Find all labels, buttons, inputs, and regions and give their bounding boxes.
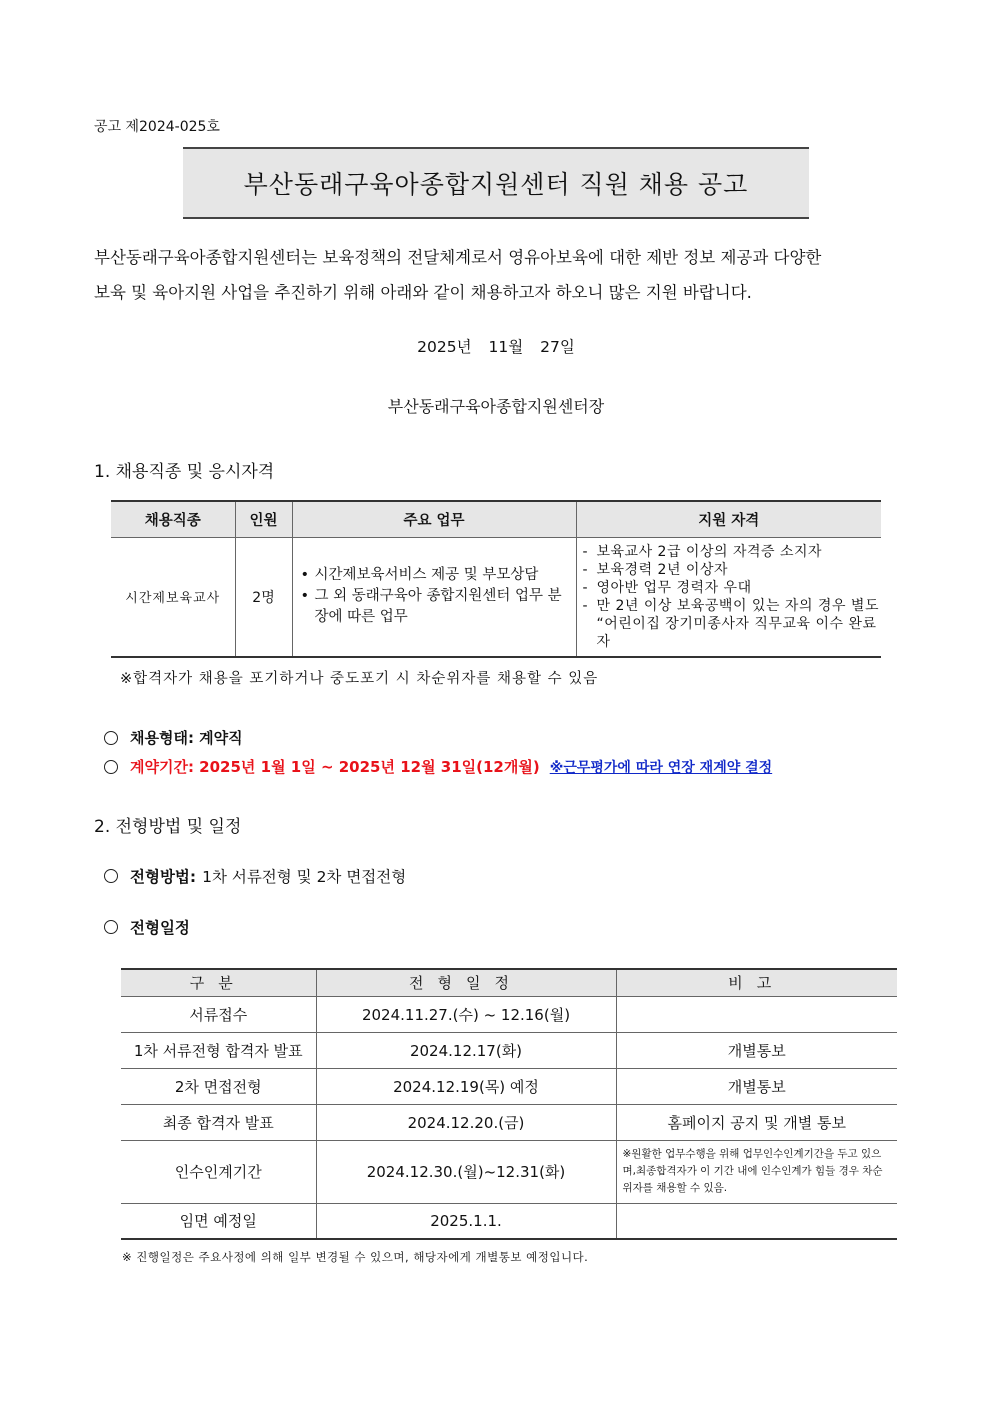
- page-title: 부산동래구육아종합지원센터 직원 채용 공고: [243, 170, 749, 199]
- schedule-table: [121, 968, 897, 1240]
- job-qualification-table: [111, 500, 881, 658]
- table-header-row: [111, 501, 881, 537]
- header-qualifications: 지원 자격: [576, 501, 881, 537]
- section-1-note: ※합격자가 채용을 포기하거나 중도포기 시 차순위자를 채용할 수 있음: [120, 671, 599, 687]
- header-remark: 비고: [616, 969, 897, 996]
- bullet-icon: •: [300, 567, 310, 584]
- contract-renewal-note: ※근무평가에 따라 연장 재계약 결정: [549, 759, 773, 776]
- table-header-row: [121, 969, 897, 996]
- circle-bullet-icon: [104, 731, 118, 745]
- job-cell: 시간제보육교사: [111, 537, 235, 657]
- notice-date: 2025년 11월 27일: [417, 338, 575, 356]
- intro-line-1: 부산동래구육아종합지원센터는 보육정책의 전달체계로서 영유아보육에 대한 제반 정보 제공과 다양한: [94, 248, 822, 267]
- header-category: 구분: [121, 969, 316, 996]
- schedule-note: ※ 진행일정은 주요사정에 의해 일부 변경될 수 있으며, 해당자에게 개별통보 예정입니다.: [122, 1250, 589, 1264]
- intro-paragraph: [94, 240, 900, 310]
- intro-line-2: 보육 및 육아지원 사업을 추진하기 위해 아래와 같이 채용하고자 하오니 많은 지원 바랍니다.: [94, 283, 752, 302]
- header-date: 전형일정: [316, 969, 616, 996]
- employment-type: 채용형태: 계약직: [104, 727, 243, 748]
- notice-number: 공고 제2024-025호: [94, 119, 220, 135]
- circle-bullet-icon: [104, 869, 118, 883]
- selection-method: 전형방법: 1차 서류전형 및 2차 면접전형: [104, 865, 406, 887]
- table-row: 서류접수 2024.11.27.(수) ~ 12.16(월): [121, 996, 897, 1032]
- duty-item: • 시간제보육서비스 제공 및 부모상담: [301, 565, 576, 586]
- circle-bullet-icon: [104, 920, 118, 934]
- table-row: 2차 면접전형 2024.12.19(목) 예정 개별통보: [121, 1068, 897, 1104]
- qualification-item: - 영아반 업무 경력자 우대: [582, 579, 752, 596]
- contract-period-text: 계약기간: 2025년 1월 1일 ~ 2025년 12월 31일(12개월): [130, 758, 540, 776]
- header-duties: 주요 업무: [292, 501, 576, 537]
- qualification-item: - 보육교사 2급 이상의 자격증 소지자: [582, 543, 823, 560]
- section-1-title: 1. 채용직종 및 응시자격: [94, 462, 275, 482]
- duty-item: • 그 외 동래구육아 종합지원센터 업무 분장에 따른 업무: [301, 586, 576, 628]
- title-banner: [183, 147, 809, 219]
- header-job: 채용직종: [111, 501, 235, 537]
- table-row: 임면 예정일 2025.1.1.: [121, 1203, 897, 1239]
- table-row: 최종 합격자 발표 2024.12.20.(금) 홈페이지 공지 및 개별 통보: [121, 1104, 897, 1140]
- contract-period: [104, 756, 772, 777]
- schedule-heading: 전형일정: [104, 916, 190, 938]
- qualification-item: - 보육경력 2년 이상자: [582, 561, 728, 578]
- duties-cell: [292, 537, 576, 657]
- qualification-item: - 만 2년 이상 보육공백이 있는 자의 경우 별도 “어린이집 장기미종사자 직무교육 이수 완료자: [582, 597, 879, 650]
- circle-bullet-icon: [104, 760, 118, 774]
- header-count: 인원: [235, 501, 292, 537]
- count-cell: 2명: [235, 537, 292, 657]
- section-2-title: 2. 전형방법 및 일정: [94, 817, 242, 837]
- organization-name: 부산동래구육아종합지원센터장: [387, 397, 605, 416]
- table-row: 1차 서류전형 합격자 발표 2024.12.17(화) 개별통보: [121, 1032, 897, 1068]
- qualifications-cell: [576, 537, 881, 657]
- table-row: [111, 537, 881, 657]
- bullet-icon: •: [300, 588, 310, 605]
- table-row: 인수인계기간 2024.12.30.(월)~12.31(화) ※원활한 업무수행을 위해 업무인수인계기간을 두고 있으며,최종합격자가 이 기간 내에 인수인계가 힘들 경우 차순위자를 채용할 수 있음.: [121, 1140, 897, 1203]
